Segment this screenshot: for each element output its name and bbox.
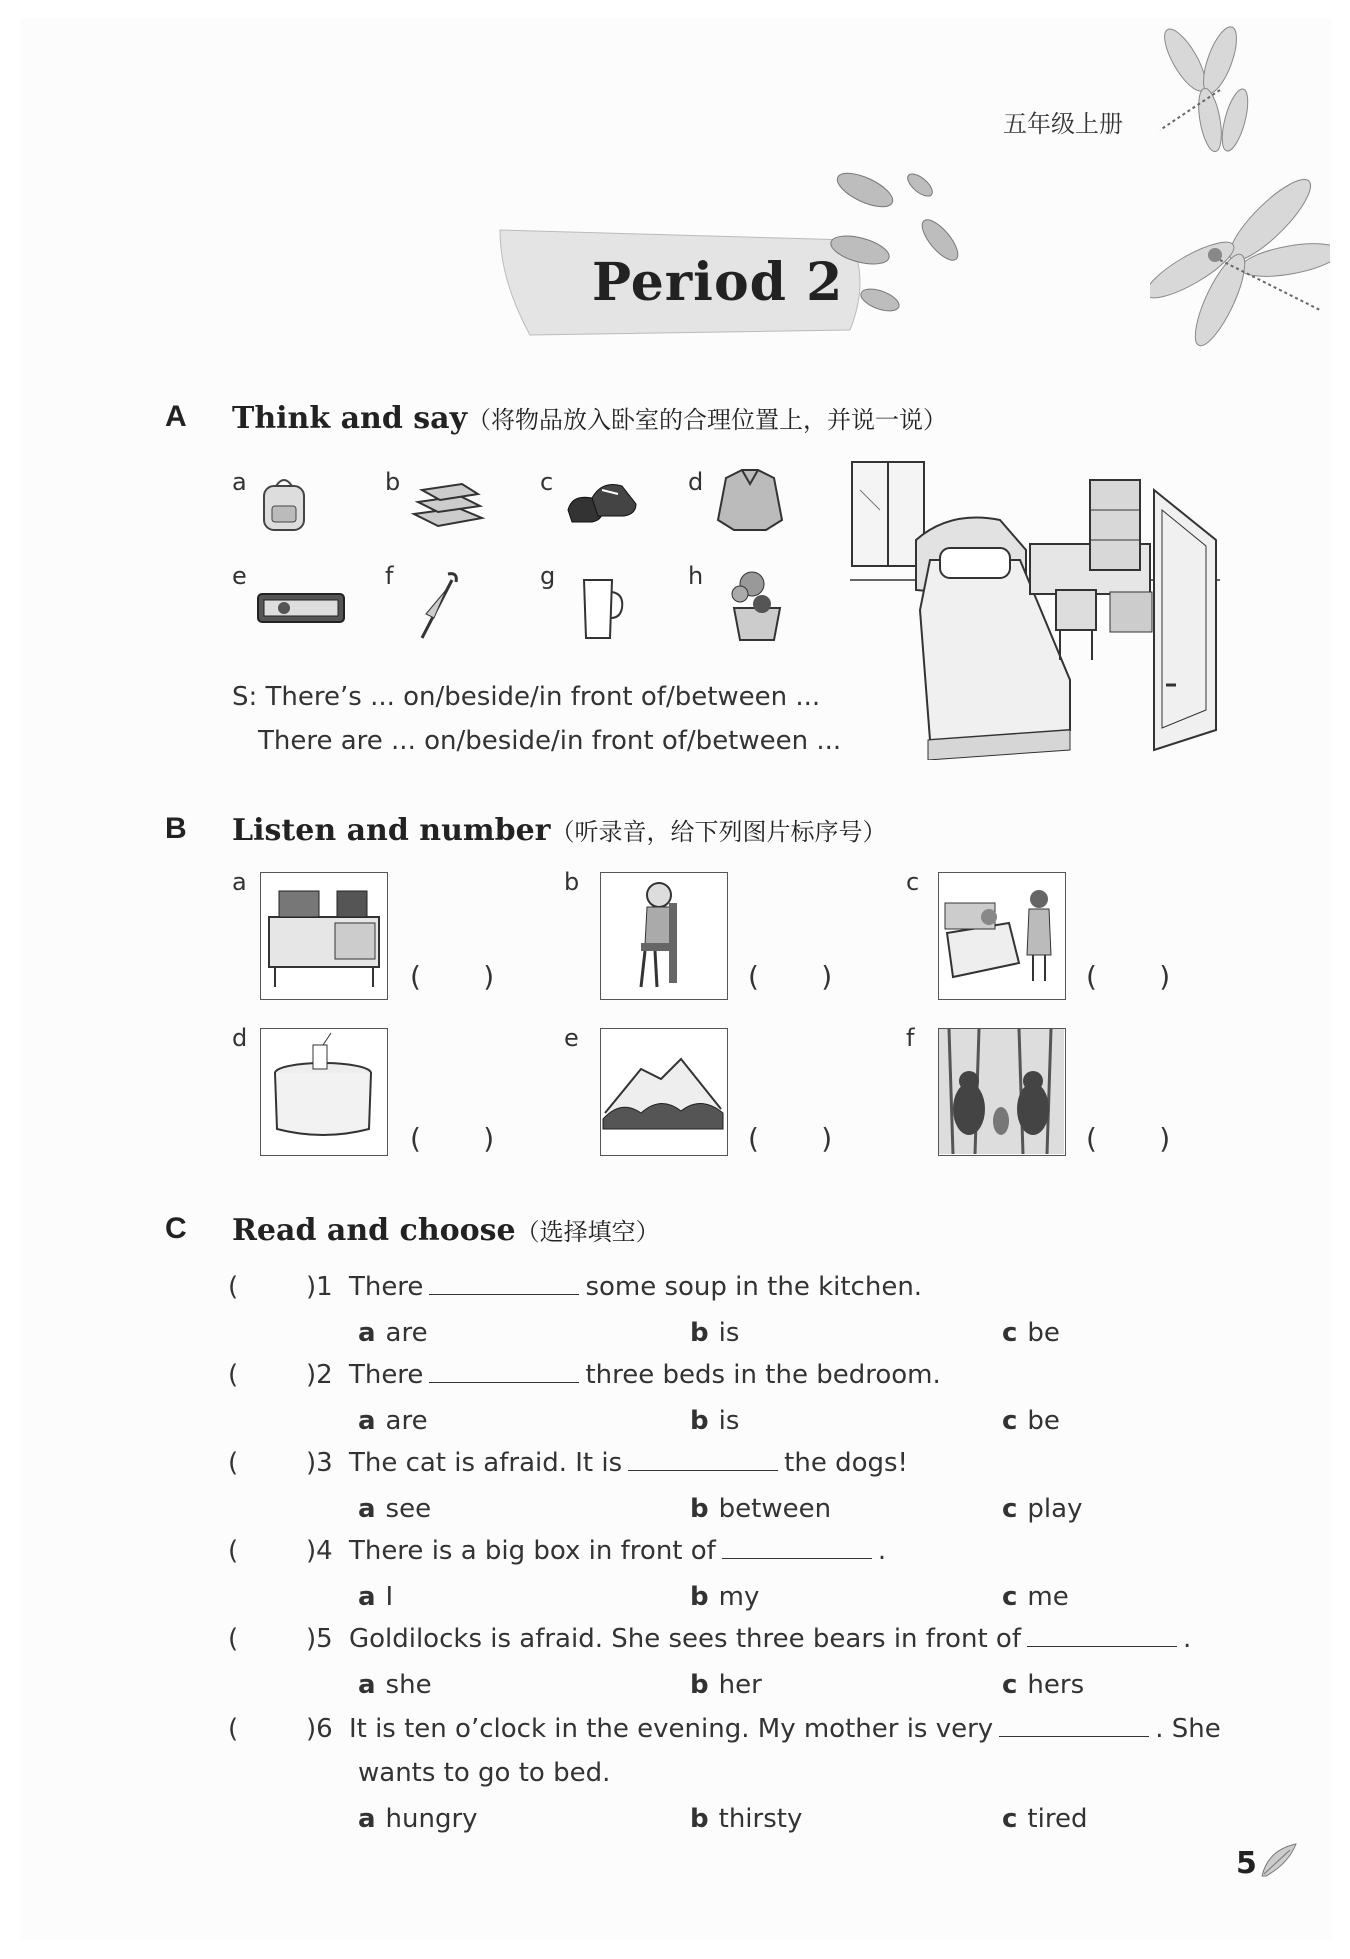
section-a-letter: A xyxy=(165,400,187,433)
question-3 xyxy=(306,1448,908,1478)
answer-bracket[interactable]: ( ) xyxy=(1086,1122,1171,1155)
question-continuation: wants to go to bed. xyxy=(358,1758,611,1788)
option-text: be xyxy=(1027,1318,1060,1348)
option-a[interactable] xyxy=(358,1804,478,1834)
bears-forest-picture xyxy=(938,1028,1066,1156)
option-letter: b xyxy=(690,1582,709,1612)
answer-bracket[interactable]: ( xyxy=(228,1448,239,1478)
answer-bracket[interactable]: ( ) xyxy=(1086,960,1171,993)
answer-bracket[interactable]: ( ) xyxy=(410,960,495,993)
option-letter: c xyxy=(1002,1494,1018,1524)
option-text: I xyxy=(385,1582,394,1612)
question-text-before: There xyxy=(348,1360,424,1390)
shoes-icon xyxy=(562,470,642,534)
picture-label: f xyxy=(906,1024,915,1052)
item-label: e xyxy=(232,562,247,590)
glass-icon xyxy=(578,574,628,644)
fish-icon xyxy=(820,160,980,330)
answer-bracket[interactable]: ( xyxy=(228,1272,239,1302)
section-b-letter: B xyxy=(165,812,187,845)
item-label: a xyxy=(232,468,247,496)
answer-bracket[interactable]: ( xyxy=(228,1536,239,1566)
dragonfly-icon xyxy=(1150,20,1260,170)
option-a[interactable] xyxy=(358,1582,393,1612)
option-b[interactable] xyxy=(690,1804,802,1834)
option-text: play xyxy=(1027,1494,1083,1524)
option-letter: b xyxy=(690,1804,709,1834)
backpack-icon xyxy=(252,472,316,536)
answer-blank[interactable] xyxy=(1027,1645,1177,1647)
picture-label: b xyxy=(564,868,580,896)
sentence-pattern-1: S: There’s ... on/beside/in front of/between ... xyxy=(232,682,821,712)
desk-picture xyxy=(260,872,388,1000)
question-4 xyxy=(306,1536,886,1566)
item-label: d xyxy=(688,468,704,496)
option-letter: b xyxy=(690,1494,709,1524)
option-a[interactable] xyxy=(358,1406,428,1436)
question-text-before: There xyxy=(348,1272,424,1302)
option-letter: c xyxy=(1002,1318,1018,1348)
item-label: b xyxy=(385,468,401,496)
section-b-heading: Listen and number xyxy=(232,813,551,848)
option-letter: b xyxy=(690,1670,709,1700)
option-letter: c xyxy=(1002,1582,1018,1612)
option-c[interactable] xyxy=(1002,1318,1060,1348)
question-text-after: . xyxy=(1182,1624,1192,1654)
option-text: she xyxy=(385,1670,432,1700)
picture-label: a xyxy=(232,868,247,896)
option-b[interactable] xyxy=(690,1406,739,1436)
table-glass-picture xyxy=(260,1028,388,1156)
question-text-before: There is a big box in front of xyxy=(348,1536,716,1566)
question-text-after: the dogs! xyxy=(784,1448,908,1478)
section-c-title xyxy=(232,1212,660,1248)
answer-bracket[interactable]: ( ) xyxy=(410,1122,495,1155)
picture-label: d xyxy=(232,1024,248,1052)
section-b-title xyxy=(232,812,887,848)
section-a-instruction: （将物品放入卧室的合理位置上，并说一说） xyxy=(467,406,948,434)
section-c-instruction: （选择填空） xyxy=(515,1218,660,1246)
leaf-icon xyxy=(1258,1840,1300,1880)
question-text-after: three beds in the bedroom. xyxy=(585,1360,941,1390)
question-number: )1 xyxy=(306,1272,333,1302)
question-number: )6 xyxy=(306,1714,333,1744)
answer-bracket[interactable]: ( xyxy=(228,1714,239,1744)
question-2 xyxy=(306,1360,941,1390)
option-c[interactable] xyxy=(1002,1582,1069,1612)
option-text: see xyxy=(385,1494,432,1524)
answer-bracket[interactable]: ( ) xyxy=(748,960,833,993)
section-a-heading: Think and say xyxy=(232,401,468,436)
sentence-pattern-2: There are ... on/beside/in front of/between ... xyxy=(258,726,842,756)
mountain-picture xyxy=(600,1028,728,1156)
option-letter: b xyxy=(690,1318,709,1348)
option-letter: c xyxy=(1002,1804,1018,1834)
answer-bracket[interactable]: ( xyxy=(228,1624,239,1654)
option-c[interactable] xyxy=(1002,1804,1087,1834)
picture-label: e xyxy=(564,1024,579,1052)
option-text: is xyxy=(718,1406,740,1436)
question-text-after: some soup in the kitchen. xyxy=(585,1272,923,1302)
question-text-after: . xyxy=(877,1536,887,1566)
question-5 xyxy=(306,1624,1191,1654)
books-icon xyxy=(408,478,488,534)
option-letter: c xyxy=(1002,1406,1018,1436)
umbrella-icon xyxy=(408,568,464,648)
section-b-instruction: （听录音，给下列图片标序号） xyxy=(550,818,887,846)
question-6 xyxy=(306,1714,1221,1744)
question-1 xyxy=(306,1272,922,1302)
option-b[interactable] xyxy=(690,1318,739,1348)
grade-label: 五年级上册 xyxy=(1003,110,1123,138)
option-b[interactable] xyxy=(690,1670,762,1700)
page-number: 5 xyxy=(1236,1846,1257,1881)
option-b[interactable] xyxy=(690,1494,831,1524)
option-c[interactable] xyxy=(1002,1670,1084,1700)
option-a[interactable] xyxy=(358,1494,431,1524)
answer-blank[interactable] xyxy=(429,1293,579,1295)
option-letter: a xyxy=(358,1494,376,1524)
question-number: )4 xyxy=(306,1536,333,1566)
option-letter: a xyxy=(358,1670,376,1700)
question-text-before: The cat is afraid. It is xyxy=(348,1448,623,1478)
option-letter: a xyxy=(358,1318,376,1348)
option-text: my xyxy=(718,1582,760,1612)
answer-bracket[interactable]: ( ) xyxy=(748,1122,833,1155)
option-c[interactable] xyxy=(1002,1494,1082,1524)
option-text: between xyxy=(718,1494,832,1524)
item-label: f xyxy=(385,562,394,590)
option-text: are xyxy=(385,1406,428,1436)
question-text-before: It is ten o’clock in the evening. My mother is very xyxy=(348,1714,994,1744)
option-letter: c xyxy=(1002,1670,1018,1700)
question-number: )5 xyxy=(306,1624,333,1654)
section-c-heading: Read and choose xyxy=(232,1213,516,1248)
option-b[interactable] xyxy=(690,1582,759,1612)
answer-bracket[interactable]: ( xyxy=(228,1360,239,1390)
item-label: g xyxy=(540,562,556,590)
option-text: her xyxy=(718,1670,762,1700)
picture-label: c xyxy=(906,868,920,896)
option-a[interactable] xyxy=(358,1670,432,1700)
option-text: tired xyxy=(1027,1804,1088,1834)
bedroom-picture xyxy=(850,460,1220,760)
pencil-case-icon xyxy=(254,586,348,630)
item-label: h xyxy=(688,562,704,590)
option-text: be xyxy=(1027,1406,1060,1436)
jacket-icon xyxy=(712,464,788,536)
answer-blank[interactable] xyxy=(429,1381,579,1383)
question-text-before: Goldilocks is afraid. She sees three bears in front of xyxy=(348,1624,1021,1654)
section-c-letter: C xyxy=(165,1212,187,1245)
option-text: hungry xyxy=(385,1804,478,1834)
answer-blank[interactable] xyxy=(628,1469,778,1471)
question-number: )3 xyxy=(306,1448,333,1478)
bed-girls-picture xyxy=(938,872,1066,1000)
option-text: thirsty xyxy=(718,1804,803,1834)
answer-blank[interactable] xyxy=(999,1735,1149,1737)
option-text: me xyxy=(1027,1582,1069,1612)
option-text: is xyxy=(718,1318,740,1348)
plant-icon xyxy=(722,568,792,644)
option-c[interactable] xyxy=(1002,1406,1060,1436)
question-number: )2 xyxy=(306,1360,333,1390)
option-text: are xyxy=(385,1318,428,1348)
dragonfly-icon xyxy=(1150,160,1330,370)
option-letter: a xyxy=(358,1804,376,1834)
option-letter: b xyxy=(690,1406,709,1436)
item-label: c xyxy=(540,468,554,496)
girl-on-chair-picture xyxy=(600,872,728,1000)
section-a-title xyxy=(232,400,947,436)
page-title: Period 2 xyxy=(592,252,844,313)
question-text-after: . She xyxy=(1155,1714,1221,1744)
answer-blank[interactable] xyxy=(722,1557,872,1559)
option-text: hers xyxy=(1027,1670,1085,1700)
option-letter: a xyxy=(358,1582,376,1612)
option-a[interactable] xyxy=(358,1318,428,1348)
option-letter: a xyxy=(358,1406,376,1436)
